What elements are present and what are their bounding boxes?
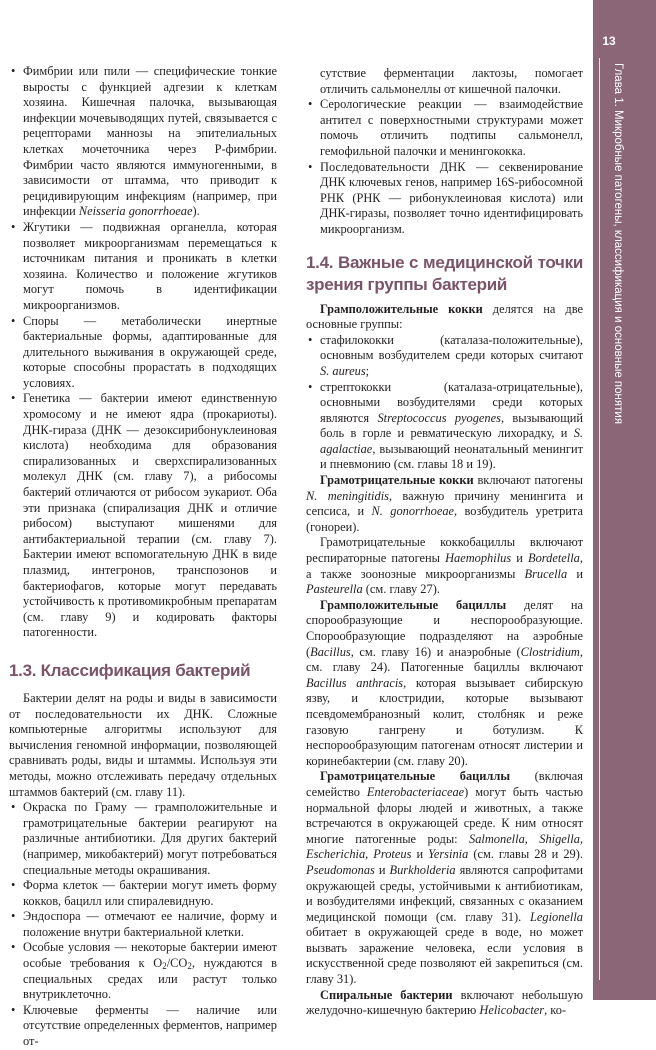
list-item-key-enzymes-cont: сутствие ферментации лактозы, помогает отличить сальмонеллы от кишечной палочки.: [320, 66, 583, 96]
list-item-gram-stain: • Окраска по Граму — грамположительные и грамотрицательные бактерии реагируют на различные антибиотики. Для других бактерий (например, микобактерий) могут потребоваться специальные методы окрашивания.: [9, 800, 277, 878]
list-item-flagella: • Жгутики — подвижная органелла, которая позволяет микроорганизмам перемещаться к источникам питания и проникать в клетки хозяина. Количество и положение жгутиков могут помочь в идентификации микроорганизмов.: [9, 220, 277, 314]
spiral-bacteria-paragraph: Спиральные бактерии включают небольшую желудочно-кишечную бактерию Helicobacter, ко-: [306, 987, 583, 1018]
gram-negative-cocci-paragraph: Грамотрицательные кокки включают патогены N. meningitidis, важную причину менингита и сепсиса, и N. gonorrhoeae, возбудитель уретрита (гонореи).: [306, 473, 584, 534]
page-number: 13: [602, 34, 616, 48]
side-band-divider: [599, 58, 600, 980]
gram-negative-bacilli-paragraph: Грамотрицательные бациллы (включая семейство Enterobacteriaceae) могут быть частью нормальной флоры людей и животных, а также встречаются в окружающей среде. К ним относят многие патогенные роды: Salmonella, Shigella, Escherichia, Proteus и Yersinia (см. главы 28 и 29). Pseudomonas и Burkholderia являются сапрофитами окружающей среды, устойчивыми к антибиотикам, и возбудителями инфекций, связанных с оказанием медицинской помощи (см. главу 31). Legionella обитает в окружающей среде в воде, но может вызвать заражение человека, если условия в искусственной среде позволяют ей закрепиться (см. главу 31).: [306, 769, 583, 987]
list-item-endospore: • Эндоспора — отмечают ее наличие, форму и положение внутри бактериальной клетки.: [9, 909, 277, 940]
list-item-special-conditions: • Особые условия — некоторые бактерии имеют особые требования к $O_2/CO_2$, нуждаются в специальных средах или растут только внутриклеточно.: [9, 940, 277, 1002]
gram-positive-bacilli-paragraph: Грамположительные бациллы делят на спорообразующие и неспорообразующие. Спорообразующие подразделяют на аэробные (Bacillus, см. главу 16) и анаэробные (Clostridium, см. главу 24). Патогенные бациллы включают Bacillus anthracis, которая вызывает сибирскую язву, и клостридии, которые вызывают псевдомембранозный колит, столбняк и реже газовую гангрену и ботулизм. К неспорообразующим патогенам относят листерии и коринебактерии (см. главу 20).: [306, 597, 583, 768]
classification-paragraph: Бактерии делят на роды и виды в зависимости от последовательности их ДНК. Сложные компьютерные алгоритмы используют для вычисления геномной информации, позволяющей сравнивать роды, виды и штаммы. Используя эти методы, можно отслеживать передачу отдельных штаммов бактерий (см. главу 11).: [9, 690, 277, 799]
list-item-serology: • Серологические реакции — взаимодействие антител с поверхностными структурами может помочь отличить подтипы сальмонелл, гемофильной палочки и менингококка.: [306, 97, 583, 159]
running-head: [610, 63, 626, 963]
coccobacilli-paragraph: Грамотрицательные коккобациллы включают респираторные патогены Haemophilus и Bordetella, а также зоонозные микроорганизмы Brucella и Pasteurella (см. главу 27).: [306, 535, 583, 597]
list-item-spores: • Споры — метаболически инертные бактериальные формы, адаптированные для длительного выживания в окружающей среде, которые способны прорастать в подходящих условиях.: [9, 314, 277, 392]
running-head-text: Глава 1. Микробные патогены, классификация и основные понятия: [612, 63, 624, 425]
classification-criteria-list: [9, 800, 277, 1050]
list-item-key-enzymes: • Ключевые ферменты — наличие или отсутствие определенных ферментов, например от-: [9, 1003, 277, 1050]
section-heading-important-groups: 1.4. Важные с медицинской точки зрения группы бактерий: [306, 252, 583, 294]
list-item-genetics: • Генетика — бактерии имеют единственную хромосому и не имеют ядра (прокариоты). ДНК-гираза (ДНК — дезоксирибонуклеиновая кислота) необходима для образования спирализованных и сверхспирализованных молекул ДНК (см. главу 7), а рибосомы бактерий отличаются от рибосом эукариот. Оба эти признака (спирализация ДНК и отличие рибосом) выступают мишенями для антибактериальной терапии (см. главу 7). Бактерии имеют вспомогательную ДНК в виде плазмид, интегронов, транспозонов и бактериофагов, которые могут передавать устойчивость к противомикробным препаратам (см. главу 9) и кодировать факторы патогенности.: [9, 391, 277, 641]
list-item-streptococci: • стрептококки (каталаза-отрицательные), основными возбудителями среди которых являются Streptococcus pyogenes, вызывающий боль в горле и ревматическую лихорадку, и S. agalactiae, вызывающий неонатальный менингит и пневмонию (см. главы 18 и 19).: [306, 380, 583, 474]
classification-criteria-list-cont: [306, 66, 583, 238]
list-item-dna-sequences: • Последовательности ДНК — секвенирование ДНК ключевых генов, например 16S-рибосомной РНК (РНК — рибонуклеиновая кислота) или ДНК-гиразы, позволяет точно идентифицировать микроорганизм.: [306, 160, 583, 238]
section-heading-classification: 1.3. Классификация бактерий: [9, 660, 251, 680]
features-list: [9, 64, 277, 641]
list-item-fimbriae: • Фимбрии или пили — специфические тонкие выросты с функцией адгезии к клеткам хозяина. Кишечная палочка, вызывающая инфекции мочевыводящих путей, связывается с рецепторами маннозы на эпителиальных клетках мочеточника через Р-фимбрии. Фимбрии часто являются иммуногенными, в зависимости от штамма, что приводит к рецидивирующим инфекциям (например, при инфекции Neisseria gonorrhoeae).: [9, 64, 277, 220]
list-item-staphylococci: • стафилококки (каталаза-положительные), основным возбудителем среди которых считают S. aureus;: [306, 333, 583, 380]
left-column: [9, 64, 277, 1050]
cocci-groups-list: [306, 333, 583, 473]
right-column: [306, 66, 583, 1019]
list-item-cell-shape: • Форма клеток — бактерии могут иметь форму кокков, бацилл или спиралевидную.: [9, 878, 277, 909]
gram-positive-cocci-paragraph: Грамположительные кокки делятся на две основные группы:: [306, 301, 583, 332]
